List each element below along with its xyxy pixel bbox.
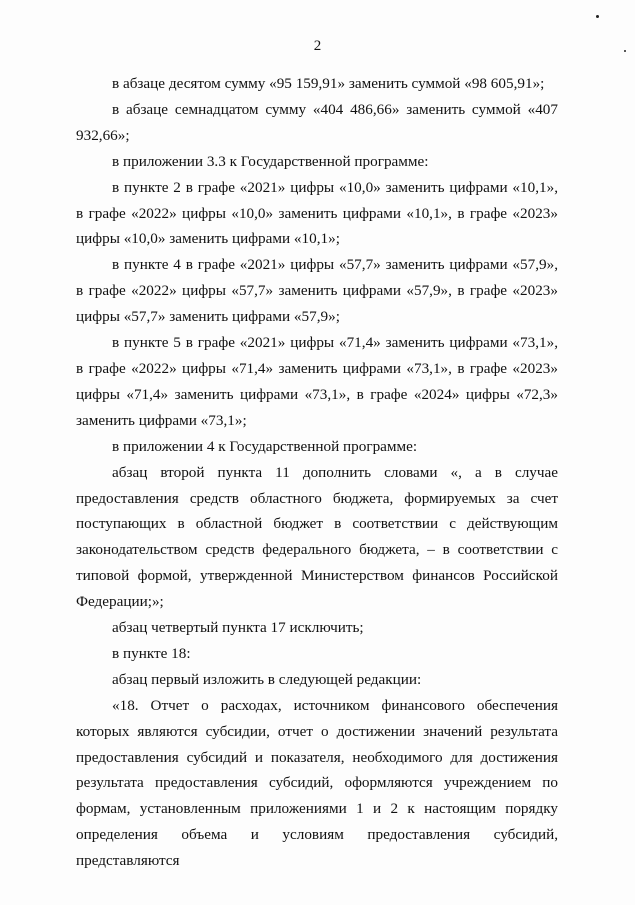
page-number: 2 [313, 38, 322, 54]
paragraph-item-2: в пункте 2 в графе «2021» цифры «10,0» заменить цифрами «10,1», в графе «2022» цифры «10,0» заменить цифрами «10,1», в графе «2023» цифры «10,0» заменить цифрами «10,1»; [76, 178, 558, 248]
scan-speck [596, 15, 599, 18]
paragraph-item-18-text: «18. Отчет о расходах, источником финансового обеспечения которых являются субсидии, отчет о достижении значений результата предоставления субсидий и показателя, необходимого для достижения результата предоставления субсидий, оформляются учреждением по формам, установленным приложениями 1 и 2 к настоящим порядку определения объема и условиям предоставления субсидий, представляются [76, 696, 558, 870]
paragraph-item-5: в пункте 5 в графе «2021» цифры «71,4» заменить цифрами «73,1», в графе «2022» цифры «71,4» заменить цифрами «73,1», в графе «2023» цифры «71,4» заменить цифрами «73,1», в графе «2024» цифры «72,3» заменить цифрами «73,1»; [76, 334, 558, 429]
document-body [76, 71, 558, 874]
paragraph-amendment-17: в абзаце семнадцатом сумму «404 486,66» заменить суммой «407 932,66»; [76, 100, 558, 144]
paragraph-first-abzac-instruction: абзац первый изложить в следующей редакции: [112, 670, 422, 688]
paragraph-item-17-removal: абзац четвертый пункта 17 исключить; [112, 619, 364, 637]
paragraph-appendix-3-3-heading: в приложении 3.3 к Государственной программе: [112, 152, 429, 170]
paragraph-item-4: в пункте 4 в графе «2021» цифры «57,7» заменить цифрами «57,9», в графе «2022» цифры «57,7» заменить цифрами «57,9», в графе «2023» цифры «57,7» заменить цифрами «57,9»; [76, 256, 558, 326]
paragraph-item-11-addition: абзац второй пункта 11 дополнить словами «, а в случае предоставления средств областного бюджета, формируемых за счет поступающих в областной бюджет в соответствии с действующим законодательством средств федерального бюджета, – в соответствии с типовой формой, утвержденной Министерством финансов Российской Федерации;»; [76, 463, 558, 611]
paragraph-item-18-heading: в пункте 18: [112, 644, 191, 662]
paragraph-amendment-10: в абзаце десятом сумму «95 159,91» заменить суммой «98 605,91»; [112, 75, 545, 92]
scan-speck [624, 50, 626, 52]
paragraph-appendix-4-heading: в приложении 4 к Государственной программе: [112, 437, 418, 455]
